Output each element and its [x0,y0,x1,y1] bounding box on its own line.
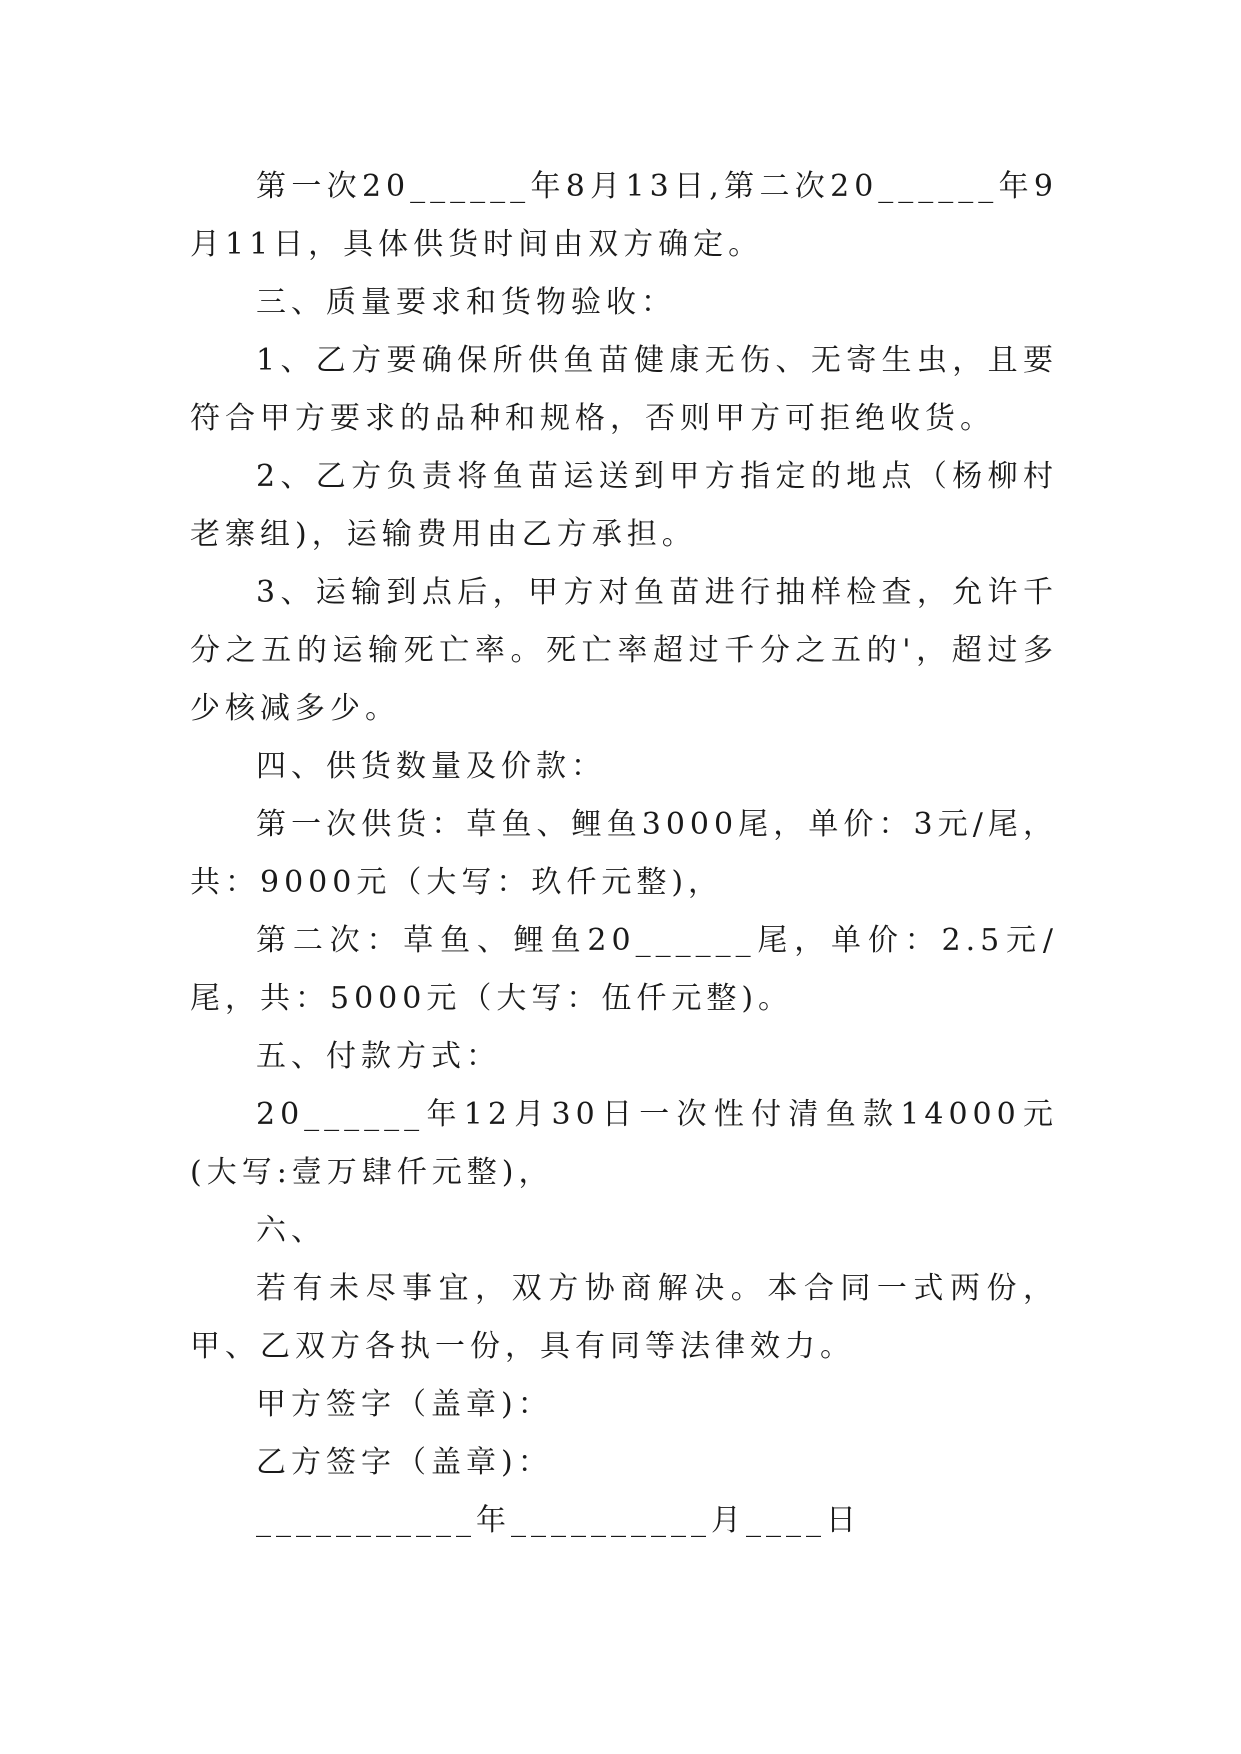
section-heading-payment: 五、付款方式： [256,1039,501,1074]
paragraph-first-supply: 第一次供货：草鱼、鲤鱼3000尾，单价：3元/尾，共：9000元（大写：玖仟元整)， [190,807,1058,900]
paragraph-misc: 若有未尽事宜，双方协商解决。本合同一式两份，甲、乙双方各执一份，具有同等法律效力。 [190,1271,1058,1364]
signature-date-line: ___________年__________月____日 [256,1503,861,1538]
document-page [190,158,1058,1550]
paragraph-second-supply: 第二次：草鱼、鲤鱼20______尾，单价：2.5元/尾，共：5000元（大写：伍仟元整)。 [190,923,1058,1016]
section-heading-quantity-price: 四、供货数量及价款： [256,749,606,784]
paragraph-quality-2: 2、乙方负责将鱼苗运送到甲方指定的地点（杨柳村老寨组)，运输费用由乙方承担。 [190,459,1058,552]
paragraph-supply-dates: 第一次20______年8月13日,第二次20______年9月11日，具体供货时间由双方确定。 [190,169,1058,262]
section-heading-quality: 三、质量要求和货物验收： [256,285,676,320]
paragraph-quality-1: 1、乙方要确保所供鱼苗健康无伤、无寄生虫，且要符合甲方要求的品种和规格，否则甲方可拒绝收货。 [190,343,1058,436]
signature-party-a: 甲方签字（盖章)： [256,1387,553,1422]
signature-party-b: 乙方签字（盖章)： [256,1445,553,1480]
paragraph-payment: 20______年12月30日一次性付清鱼款14000元(大写:壹万肆仟元整)， [190,1097,1058,1190]
section-heading-six: 六、 [256,1213,326,1248]
paragraph-quality-3: 3、运输到点后，甲方对鱼苗进行抽样检查，允许千分之五的运输死亡率。死亡率超过千分之五的'，超过多少核减多少。 [190,575,1058,726]
